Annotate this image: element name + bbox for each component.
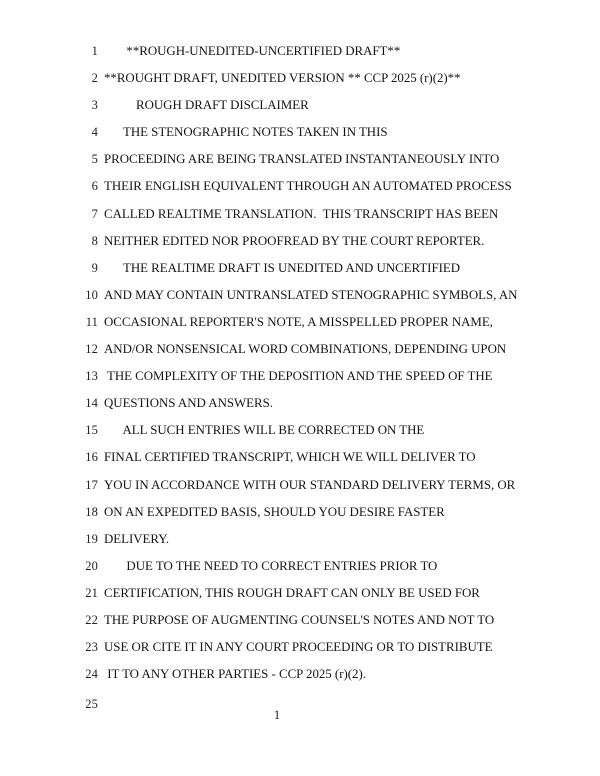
line-number: 4 bbox=[91, 125, 98, 140]
line-text: OCCASIONAL REPORTER'S NOTE, A MISSPELLED PROPER NAME, bbox=[104, 314, 493, 329]
line-number: 24 bbox=[85, 667, 98, 682]
line-number: 5 bbox=[91, 152, 98, 167]
transcript-line bbox=[0, 342, 600, 369]
transcript-line bbox=[0, 152, 600, 179]
line-number: 15 bbox=[85, 423, 98, 438]
page-number: 1 bbox=[273, 708, 281, 722]
transcript-line bbox=[0, 71, 600, 98]
line-text bbox=[104, 694, 600, 708]
line-number: 22 bbox=[85, 612, 98, 627]
transcript-line bbox=[0, 44, 600, 71]
line-text: **ROUGH-UNEDITED-UNCERTIFIED DRAFT** bbox=[104, 44, 401, 58]
line-text: CALLED REALTIME TRANSLATION. THIS TRANSCRIPT HAS BEEN bbox=[104, 206, 499, 221]
transcript-line bbox=[0, 179, 600, 206]
line-text: **ROUGHT DRAFT, UNEDITED VERSION ** CCP 2025 (r)(2)** bbox=[104, 71, 461, 86]
line-text: AND MAY CONTAIN UNTRANSLATED STENOGRAPHIC SYMBOLS, AN bbox=[104, 287, 518, 302]
line-text: THE PURPOSE OF AUGMENTING COUNSEL'S NOTES AND NOT TO bbox=[104, 612, 495, 627]
line-number: 2 bbox=[91, 71, 98, 86]
line-number: 9 bbox=[91, 260, 98, 275]
line-number: 3 bbox=[91, 98, 98, 113]
transcript-line bbox=[0, 613, 600, 640]
transcript-body bbox=[0, 44, 600, 721]
line-text: THE STENOGRAPHIC NOTES TAKEN IN THIS bbox=[104, 125, 388, 140]
line-number: 13 bbox=[85, 369, 98, 384]
line-text: IT TO ANY OTHER PARTIES - CCP 2025 (r)(2). bbox=[104, 667, 366, 682]
line-text: QUESTIONS AND ANSWERS. bbox=[104, 396, 273, 411]
line-number: 25 bbox=[85, 697, 98, 712]
line-text: THE REALTIME DRAFT IS UNEDITED AND UNCERTIFIED bbox=[104, 260, 461, 275]
line-text: DELIVERY. bbox=[104, 531, 170, 546]
line-text: ALL SUCH ENTRIES WILL BE CORRECTED ON THE bbox=[104, 423, 425, 438]
line-number: 23 bbox=[85, 640, 98, 655]
line-text: DUE TO THE NEED TO CORRECT ENTRIES PRIOR TO bbox=[104, 558, 438, 573]
transcript-line bbox=[0, 505, 600, 532]
line-number: 20 bbox=[85, 558, 98, 573]
line-number: 21 bbox=[85, 585, 98, 600]
line-number: 18 bbox=[85, 504, 98, 519]
transcript-line bbox=[0, 640, 600, 667]
line-text: YOU IN ACCORDANCE WITH OUR STANDARD DELIVERY TERMS, OR bbox=[104, 477, 516, 492]
line-text: NEITHER EDITED NOR PROOFREAD BY THE COURT REPORTER. bbox=[104, 233, 485, 248]
transcript-line bbox=[0, 207, 600, 234]
transcript-line bbox=[0, 532, 600, 559]
transcript-line bbox=[0, 423, 600, 450]
line-text: USE OR CITE IT IN ANY COURT PROCEEDING OR TO DISTRIBUTE bbox=[104, 640, 493, 655]
line-number: 8 bbox=[91, 233, 98, 248]
transcript-line bbox=[0, 369, 600, 396]
transcript-line bbox=[0, 559, 600, 586]
line-text: AND/OR NONSENSICAL WORD COMBINATIONS, DEPENDING UPON bbox=[104, 342, 507, 357]
line-text: PROCEEDING ARE BEING TRANSLATED INSTANTANEOUSLY INTO bbox=[104, 152, 500, 167]
line-text: THEIR ENGLISH EQUIVALENT THROUGH AN AUTOMATED PROCESS bbox=[104, 179, 512, 194]
line-number: 7 bbox=[91, 206, 98, 221]
line-text: FINAL CERTIFIED TRANSCRIPT, WHICH WE WILL DELIVER TO bbox=[104, 450, 476, 465]
transcript-line bbox=[0, 234, 600, 261]
line-number: 10 bbox=[85, 287, 98, 302]
line-number: 12 bbox=[85, 342, 98, 357]
line-number: 16 bbox=[85, 450, 98, 465]
transcript-line bbox=[0, 315, 600, 342]
line-number: 11 bbox=[85, 314, 98, 329]
line-text: ROUGH DRAFT DISCLAIMER bbox=[104, 98, 309, 113]
line-number: 6 bbox=[91, 179, 98, 194]
transcript-line bbox=[0, 450, 600, 477]
transcript-line bbox=[0, 586, 600, 613]
line-number: 1 bbox=[91, 44, 98, 58]
transcript-line bbox=[0, 125, 600, 152]
transcript-line bbox=[0, 667, 600, 694]
line-text: ON AN EXPEDITED BASIS, SHOULD YOU DESIRE FASTER bbox=[104, 504, 445, 519]
line-text: CERTIFICATION, THIS ROUGH DRAFT CAN ONLY BE USED FOR bbox=[104, 585, 480, 600]
line-number: 19 bbox=[85, 531, 98, 546]
line-number: 17 bbox=[85, 477, 98, 492]
transcript-line bbox=[0, 98, 600, 125]
transcript-line bbox=[0, 261, 600, 288]
transcript-line bbox=[0, 396, 600, 423]
transcript-line bbox=[0, 478, 600, 505]
line-number: 14 bbox=[85, 396, 98, 411]
line-text: THE COMPLEXITY OF THE DEPOSITION AND THE SPEED OF THE bbox=[104, 369, 493, 384]
transcript-line bbox=[0, 288, 600, 315]
